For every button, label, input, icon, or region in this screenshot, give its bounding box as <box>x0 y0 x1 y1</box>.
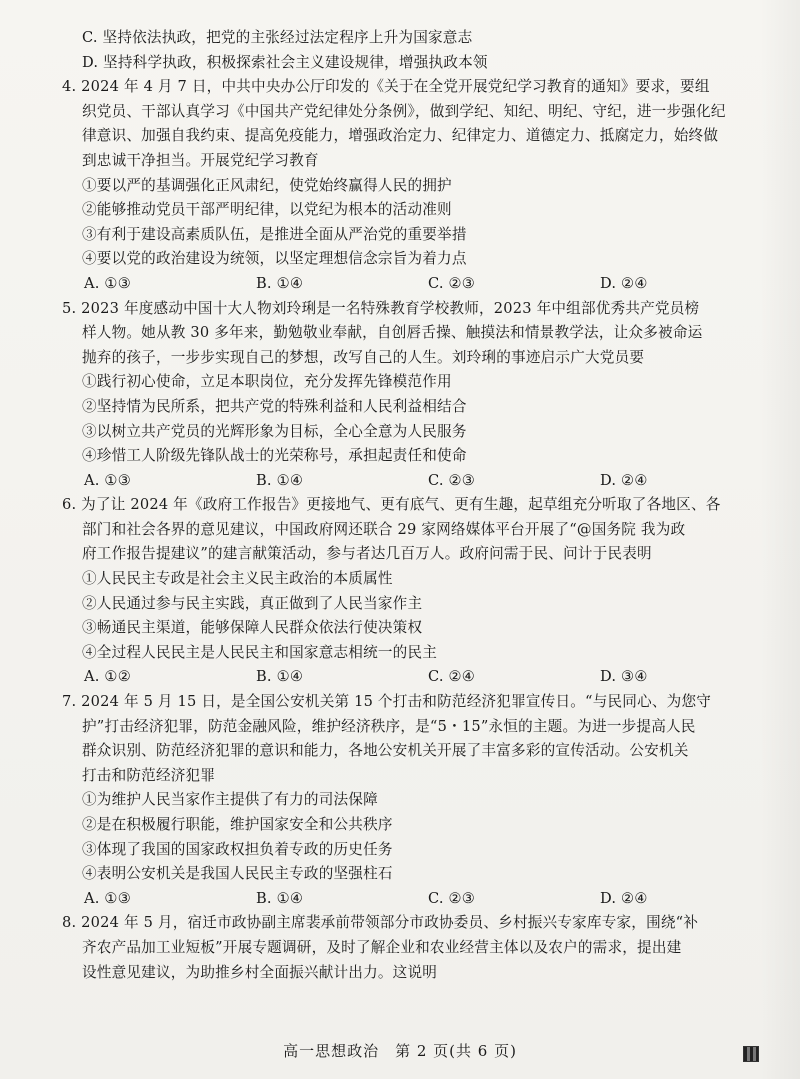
q6-item: ④全过程人民民主是人民民主和国家意志相统一的民主 <box>82 643 438 661</box>
question-5 <box>62 297 772 494</box>
q4-stem-line: 织党员、干部认真学习《中国共产党纪律处分条例》，做到学纪、知纪、明纪、守纪，进一步强化纪 <box>82 102 726 120</box>
question-8 <box>62 911 772 985</box>
q6-stem-line: 部门和社会各界的意见建议，中国政府网还联合 29 家网络媒体平台开展了“@国务院 我为政 <box>82 520 686 538</box>
q6-item: ①人民民主专政是社会主义民主政治的本质属性 <box>82 570 393 588</box>
q8-stem-line: 设性意见建议，为助推乡村全面振兴献计出力。这说明 <box>82 963 438 981</box>
q4-stem-line: 4. 2024 年 4 月 7 日，中共中央办公厅印发的《关于在全党开展党纪学习教育的通知》要求，要组 <box>62 78 710 96</box>
q6-option-b: B. ①④ <box>256 668 304 686</box>
q5-item: ①践行初心使命，立足本职岗位，充分发挥先锋模范作用 <box>82 373 452 391</box>
q3-option-c: C. 坚持依法执政，把党的主张经过法定程序上升为国家意志 <box>82 29 473 46</box>
page-content <box>62 26 772 985</box>
q4-stem-line: 到忠诚干净担当。开展党纪学习教育 <box>82 151 319 169</box>
q5-option-c: C. ②③ <box>428 471 476 489</box>
q6-item: ③畅通民主渠道，能够保障人民群众依法行使决策权 <box>82 619 423 637</box>
q5-options <box>62 469 772 494</box>
q7-item: ②是在积极履行职能，维护国家安全和公共秩序 <box>82 816 393 833</box>
q4-option-c: C. ②③ <box>428 274 476 292</box>
q5-stem-line: 5. 2023 年度感动中国十大人物刘玲琍是一名特殊教育学校教师，2023 年中组部优秀共产党员榜 <box>62 299 700 317</box>
question-4 <box>62 75 772 296</box>
q4-item: ③有利于建设高素质队伍，是推进全面从严治党的重要举措 <box>82 225 467 243</box>
q4-option-a: A. ①③ <box>84 274 131 292</box>
q7-item: ③体现了我国的国家政权担负着专政的历史任务 <box>82 840 393 858</box>
q7-stem-line: 群众识别、防范经济犯罪的意识和能力，各地公安机关开展了丰富多彩的宣传活动。公安机关 <box>82 742 689 760</box>
q4-item: ①要以严的基调强化正风肃纪，使党始终赢得人民的拥护 <box>82 176 452 194</box>
q7-stem-line: 打击和防范经济犯罪 <box>82 766 216 784</box>
q8-stem-line: 齐农产品加工业短板”开展专题调研，及时了解企业和农业经营主体以及农户的需求，提出建 <box>82 938 682 956</box>
q6-stem-line: 府工作报告提建议”的建言献策活动，参与者达几百万人。政府问需于民、问计于民表明 <box>82 545 652 563</box>
q7-item: ④表明公安机关是我国人民民主专政的坚强柱石 <box>82 865 393 883</box>
q5-option-b: B. ①④ <box>256 471 304 489</box>
q5-item: ④珍惜工人阶级先锋队战士的光荣称号，承担起责任和使命 <box>82 447 467 465</box>
q6-option-c: C. ②④ <box>428 668 476 686</box>
q4-item: ②能够推动党员干部严明纪律，以党纪为根本的活动准则 <box>82 201 452 219</box>
q7-item: ①为维护人民当家作主提供了有力的司法保障 <box>82 791 378 809</box>
q4-option-b: B. ①④ <box>256 274 304 292</box>
q4-stem-line: 律意识、加强自我约束、提高免疫能力，增强政治定力、纪律定力、道德定力、抵腐定力，始终做 <box>82 127 719 145</box>
q7-option-a: A. ①③ <box>84 889 131 907</box>
q5-option-a: A. ①③ <box>84 471 131 489</box>
q6-options <box>62 665 772 690</box>
page-footer: 高一思想政治 第 2 页(共 6 页) <box>283 1042 517 1060</box>
q4-options <box>62 272 772 297</box>
q8-stem-line: 8. 2024 年 5 月，宿迁市政协副主席裴承前带领部分市政协委员、乡村振兴专家库专家，围绕“补 <box>62 914 699 932</box>
q6-stem-line: 6. 为了让 2024 年《政府工作报告》更接地气、更有底气、更有生趣，起草组充分听取了各地区、各 <box>62 496 721 514</box>
q7-option-c: C. ②③ <box>428 889 476 907</box>
q7-options <box>62 887 772 912</box>
q4-item: ④要以党的政治建设为统领，以坚定理想信念宗旨为着力点 <box>82 250 467 268</box>
question-7 <box>62 690 772 911</box>
q5-item: ②坚持情为民所系，把共产党的特殊利益和人民利益相结合 <box>82 397 467 415</box>
q7-option-d: D. ②④ <box>600 889 648 907</box>
q6-option-d: D. ③④ <box>600 668 648 686</box>
q4-option-d: D. ②④ <box>600 274 648 292</box>
q3-option-d: D. 坚持科学执政，积极探索社会主义建设规律，增强执政本领 <box>82 53 488 71</box>
q7-option-b: B. ①④ <box>256 889 304 907</box>
q5-stem-line: 抛弃的孩子，一步步实现自己的梦想，改写自己的人生。刘玲琍的事迹启示广大党员要 <box>82 348 645 366</box>
q6-item: ②人民通过参与民主实践，真正做到了人民当家作主 <box>82 594 423 612</box>
q5-item: ③以树立共产党员的光辉形象为目标，全心全意为人民服务 <box>82 422 467 440</box>
q6-option-a: A. ①② <box>84 668 131 686</box>
q5-option-d: D. ②④ <box>600 471 648 489</box>
qr-code-icon <box>743 1046 759 1062</box>
question-6 <box>62 493 772 690</box>
q7-stem-line: 7. 2024 年 5 月 15 日，是全国公安机关第 15 个打击和防范经济犯罪宣传日。“与民同心、为您守 <box>62 693 712 711</box>
q7-stem-line: 护”打击经济犯罪，防范金融风险，维护经济秩序，是“5・15”永恒的主题。为进一步提高人民 <box>82 717 696 735</box>
q5-stem-line: 样人物。她从教 30 多年来，勤勉敬业奉献，自创唇舌操、触摸法和情景教学法，让众多被命运 <box>82 324 703 342</box>
